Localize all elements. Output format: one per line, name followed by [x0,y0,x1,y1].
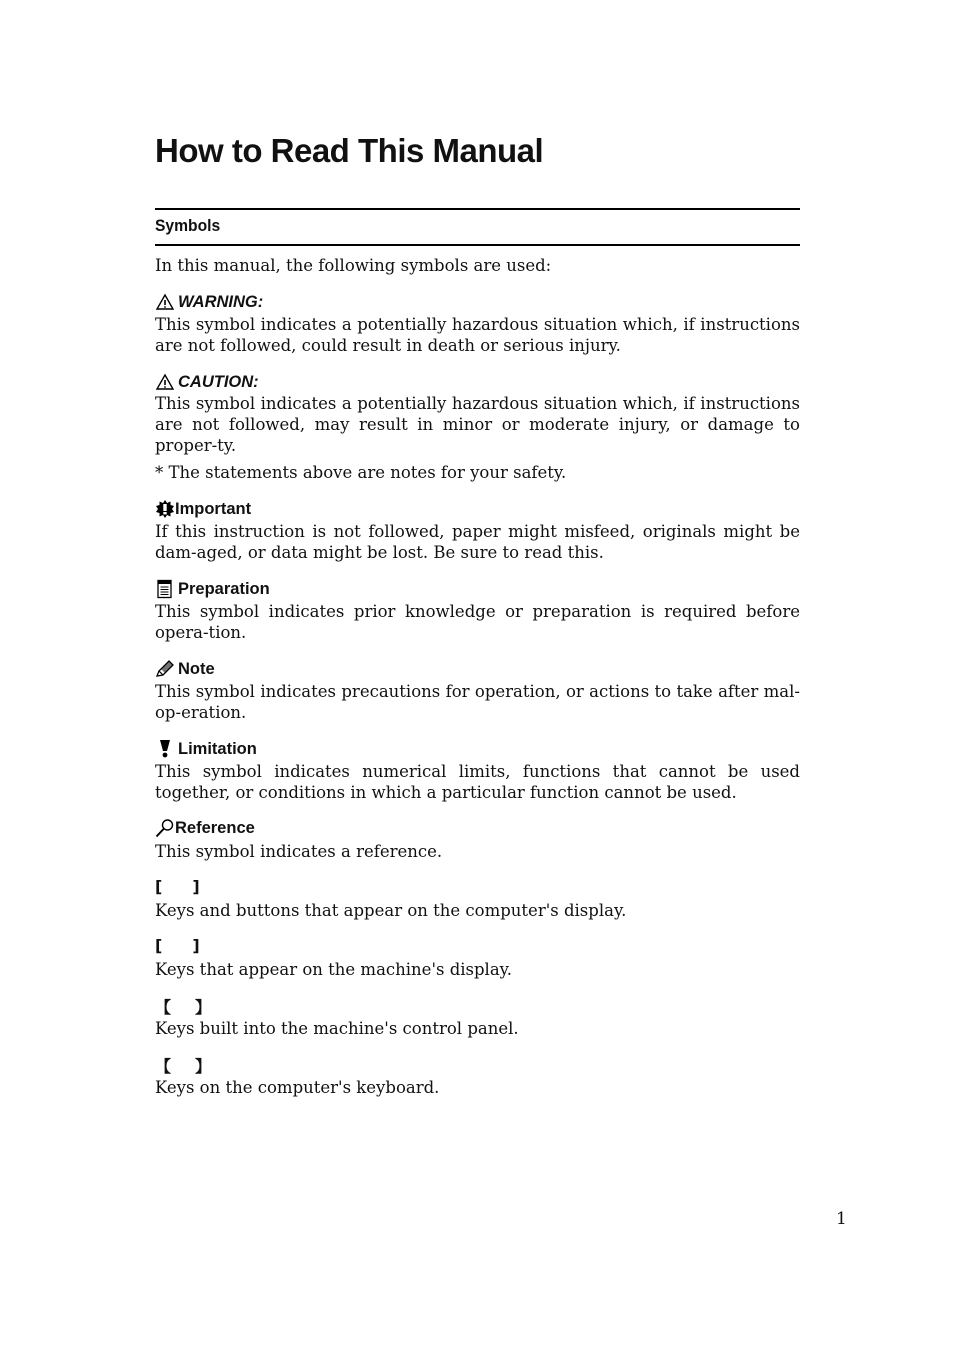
note-label: Note [178,660,215,678]
open-bracket: [ [155,877,163,896]
intro-text: In this manual, the following symbols are used: [155,256,552,275]
warning-label: WARNING: [178,293,264,311]
close-bracket: 】 [195,1057,212,1076]
section-bottom-rule [155,244,800,246]
bracket-description-4: Keys on the computer's keyboard. [155,1078,440,1097]
preparation-memo-icon [155,579,175,599]
important-label: Important [175,500,252,518]
open-bracket: 【 [155,1057,172,1076]
important-heading [155,497,251,519]
close-bracket: ] [192,877,200,896]
section-label: Symbols [155,216,221,235]
close-bracket: ] [192,936,200,955]
caution-label: CAUTION: [178,373,259,391]
caution-text: This symbol indicates a potentially hazardous situation which, if instructions are not followed, may result in minor or moderate injury, or damage to proper-ty. [155,394,800,455]
open-bracket: 【 [155,998,172,1017]
section-top-rule [155,208,800,210]
note-heading [155,657,215,679]
magnifier-icon [155,818,175,838]
warning-triangle-icon [155,292,175,312]
warning-text: This symbol indicates a potentially hazardous situation which, if instructions are not followed, could result in death or serious injury. [155,315,800,355]
bracket-description-2: Keys that appear on the machine's display. [155,960,513,979]
bracket-convention-3 [155,995,211,1018]
page-title: How to Read This Manual [155,132,544,169]
limitation-exclamation-icon [155,739,175,759]
note-text: This symbol indicates precautions for operation, or actions to take after mal-op-eration. [155,682,800,722]
warning-triangle-icon [155,372,175,392]
preparation-heading [155,577,270,599]
preparation-text: This symbol indicates prior knowledge or preparation is required before opera-tion. [155,602,800,642]
close-bracket: 】 [195,998,212,1017]
open-bracket: [ [155,936,163,955]
page-number: 1 [836,1209,847,1229]
bracket-convention-4 [155,1054,211,1077]
important-text: If this instruction is not followed, paper might misfeed, originals might be dam-aged, or data might be lost. Be sure to read this. [155,522,800,562]
pencil-icon [155,659,175,679]
caution-heading [155,370,259,392]
bracket-description-1: Keys and buttons that appear on the computer's display. [155,901,627,920]
limitation-heading [155,737,257,759]
limitation-label: Limitation [178,740,257,758]
important-burst-icon [155,499,175,519]
bracket-convention-2 [155,936,200,955]
reference-text: This symbol indicates a reference. [155,842,443,861]
reference-label: Reference [175,819,255,837]
preparation-label: Preparation [178,580,270,598]
bracket-convention-1 [155,877,200,896]
bracket-description-3: Keys built into the machine's control panel. [155,1019,519,1038]
reference-heading [155,816,255,838]
warning-heading [155,290,263,312]
safety-note: * The statements above are notes for your safety. [155,463,567,482]
limitation-text: This symbol indicates numerical limits, functions that cannot be used together, or conditions in which a particular function cannot be used. [155,762,800,802]
